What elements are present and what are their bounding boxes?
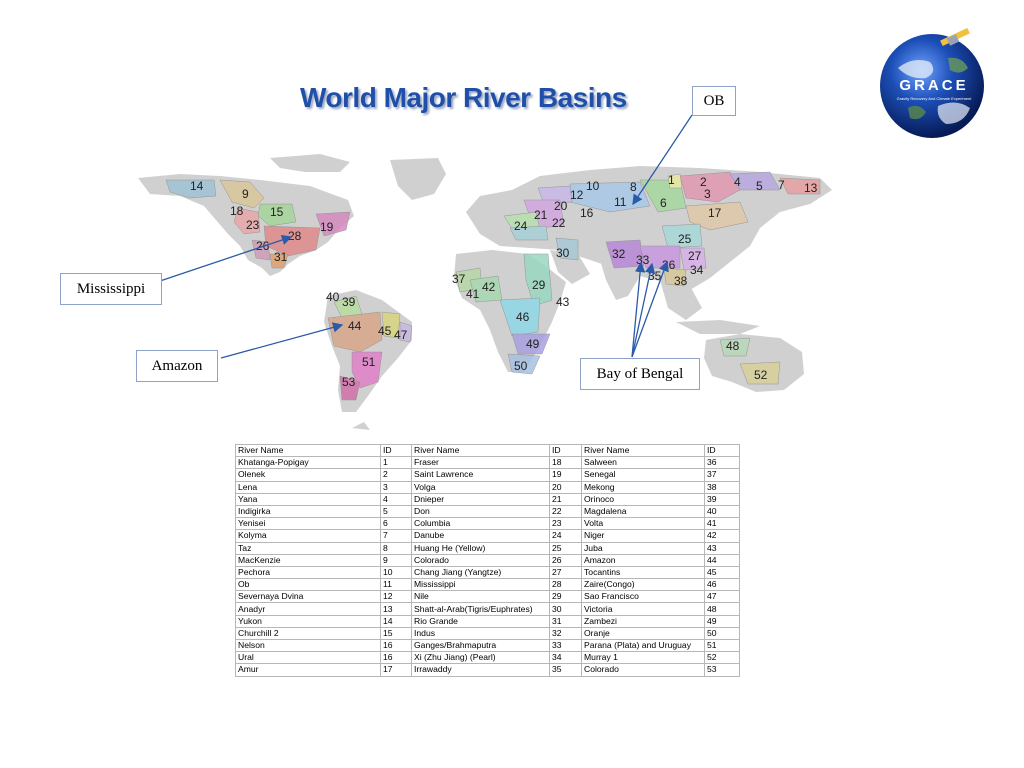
basin-label: 47 bbox=[394, 328, 408, 342]
river-id-cell: 28 bbox=[550, 579, 582, 591]
river-name-cell: Ob bbox=[236, 579, 381, 591]
basin-label: 24 bbox=[514, 219, 528, 233]
basin-label: 45 bbox=[378, 324, 392, 338]
table-row bbox=[236, 652, 740, 664]
basin-label: 26 bbox=[256, 239, 270, 253]
river-id-cell: 44 bbox=[705, 554, 740, 566]
river-name-cell: Colorado bbox=[582, 664, 705, 676]
basin-label: 25 bbox=[678, 232, 692, 246]
river-name-cell: Chang Jiang (Yangtze) bbox=[412, 566, 550, 578]
river-name-cell: Juba bbox=[582, 542, 705, 554]
table-header-row bbox=[236, 445, 740, 457]
river-name-cell: Salween bbox=[582, 457, 705, 469]
river-name-cell: Orinoco bbox=[582, 493, 705, 505]
basin-label: 42 bbox=[482, 280, 496, 294]
river-name-cell: Niger bbox=[582, 530, 705, 542]
basin-label: 49 bbox=[526, 337, 540, 351]
river-name-cell: Khatanga-Popigay bbox=[236, 457, 381, 469]
table-row bbox=[236, 469, 740, 481]
river-name-cell: Amazon bbox=[582, 554, 705, 566]
river-id-cell: 36 bbox=[705, 457, 740, 469]
river-name-cell: Senegal bbox=[582, 469, 705, 481]
column-header: River Name bbox=[412, 445, 550, 457]
basin-label: 6 bbox=[660, 196, 667, 210]
river-id-cell: 32 bbox=[550, 627, 582, 639]
river-id-cell: 37 bbox=[705, 469, 740, 481]
river-id-cell: 16 bbox=[381, 652, 412, 664]
basin-label: 13 bbox=[804, 181, 818, 195]
river-id-cell: 33 bbox=[550, 640, 582, 652]
river-id-cell: 5 bbox=[381, 505, 412, 517]
basin-label: 28 bbox=[288, 229, 302, 243]
river-id-cell: 34 bbox=[550, 652, 582, 664]
river-name-cell: Don bbox=[412, 505, 550, 517]
table-row bbox=[236, 530, 740, 542]
river-id-cell: 40 bbox=[705, 505, 740, 517]
river-name-cell: Kolyma bbox=[236, 530, 381, 542]
river-name-cell: Murray 1 bbox=[582, 652, 705, 664]
basin-label: 11 bbox=[614, 195, 627, 209]
river-id-cell: 35 bbox=[550, 664, 582, 676]
basin-label: 44 bbox=[348, 319, 362, 333]
table-body bbox=[236, 457, 740, 676]
river-id-cell: 23 bbox=[550, 518, 582, 530]
river-name-cell: Yana bbox=[236, 493, 381, 505]
river-id-cell: 30 bbox=[550, 603, 582, 615]
basin-label: 37 bbox=[452, 272, 466, 286]
river-name-cell: Victoria bbox=[582, 603, 705, 615]
basin-label: 53 bbox=[342, 375, 356, 389]
river-id-cell: 22 bbox=[550, 505, 582, 517]
river-id-cell: 31 bbox=[550, 615, 582, 627]
basin-label: 4 bbox=[734, 175, 741, 189]
basin-label: 20 bbox=[554, 199, 568, 213]
column-header: ID bbox=[381, 445, 412, 457]
river-id-cell: 29 bbox=[550, 591, 582, 603]
river-id-cell: 24 bbox=[550, 530, 582, 542]
basin-label: 36 bbox=[662, 258, 676, 272]
table-row bbox=[236, 505, 740, 517]
river-name-cell: Mekong bbox=[582, 481, 705, 493]
river-name-cell: Severnaya Dvina bbox=[236, 591, 381, 603]
table-row bbox=[236, 603, 740, 615]
basin-label: 34 bbox=[690, 263, 704, 277]
basin-label: 50 bbox=[514, 359, 528, 373]
basin-label: 1 bbox=[668, 173, 675, 187]
basin-label: 30 bbox=[556, 246, 570, 260]
river-id-cell: 46 bbox=[705, 579, 740, 591]
basin-label: 43 bbox=[556, 295, 570, 309]
river-id-cell: 41 bbox=[705, 518, 740, 530]
river-id-cell: 51 bbox=[705, 640, 740, 652]
river-name-cell: Anadyr bbox=[236, 603, 381, 615]
river-name-cell: Dnieper bbox=[412, 493, 550, 505]
basin-label: 12 bbox=[570, 188, 584, 202]
river-name-cell: MacKenzie bbox=[236, 554, 381, 566]
river-name-cell: Tocantins bbox=[582, 566, 705, 578]
river-id-cell: 45 bbox=[705, 566, 740, 578]
river-name-cell: Danube bbox=[412, 530, 550, 542]
basin-label: 22 bbox=[552, 216, 566, 230]
basin-label: 5 bbox=[756, 179, 763, 193]
page-title: World Major River Basins bbox=[300, 82, 627, 113]
river-name-cell: Saint Lawrence bbox=[412, 469, 550, 481]
river-id-cell: 1 bbox=[381, 457, 412, 469]
river-name-cell: Zaire(Congo) bbox=[582, 579, 705, 591]
greenland bbox=[390, 158, 446, 200]
grace-logo bbox=[878, 28, 990, 140]
table-row bbox=[236, 579, 740, 591]
river-id-cell: 27 bbox=[550, 566, 582, 578]
river-id-cell: 9 bbox=[381, 554, 412, 566]
river-id-cell: 39 bbox=[705, 493, 740, 505]
basin-label: 8 bbox=[630, 180, 637, 194]
basin-label: 23 bbox=[246, 218, 260, 232]
column-header: River Name bbox=[236, 445, 381, 457]
table-row bbox=[236, 566, 740, 578]
column-header: River Name bbox=[582, 445, 705, 457]
table-row bbox=[236, 591, 740, 603]
basin-label: 48 bbox=[726, 339, 740, 353]
river-id-cell: 18 bbox=[550, 457, 582, 469]
table-row bbox=[236, 640, 740, 652]
basin-label: 18 bbox=[230, 204, 244, 218]
river-name-cell: Xi (Zhu Jiang) (Pearl) bbox=[412, 652, 550, 664]
basin-label: 33 bbox=[636, 253, 650, 267]
river-name-cell: Taz bbox=[236, 542, 381, 554]
river-name-cell: Fraser bbox=[412, 457, 550, 469]
table-row bbox=[236, 493, 740, 505]
river-name-cell: Rio Grande bbox=[412, 615, 550, 627]
river-id-cell: 50 bbox=[705, 627, 740, 639]
basin-label: 40 bbox=[326, 290, 340, 304]
river-name-cell: Columbia bbox=[412, 518, 550, 530]
river-name-cell: Indus bbox=[412, 627, 550, 639]
river-id-cell: 53 bbox=[705, 664, 740, 676]
river-name-cell: Olenek bbox=[236, 469, 381, 481]
river-id-cell: 17 bbox=[381, 664, 412, 676]
river-id-cell: 49 bbox=[705, 615, 740, 627]
basin-label: 31 bbox=[274, 250, 288, 264]
river-name-cell: Colorado bbox=[412, 554, 550, 566]
river-id-cell: 16 bbox=[381, 640, 412, 652]
bay-of-bengal-callout: Bay of Bengal bbox=[580, 358, 700, 390]
river-name-cell: Ganges/Brahmaputra bbox=[412, 640, 550, 652]
table-row bbox=[236, 627, 740, 639]
river-name-cell: Indigirka bbox=[236, 505, 381, 517]
river-name-cell: Shatt-al-Arab(Tigris/Euphrates) bbox=[412, 603, 550, 615]
basin-label: 2 bbox=[700, 175, 707, 189]
basin-label: 46 bbox=[516, 310, 530, 324]
basin-label: 52 bbox=[754, 368, 768, 382]
river-id-cell: 20 bbox=[550, 481, 582, 493]
river-id-cell: 3 bbox=[381, 481, 412, 493]
column-header: ID bbox=[705, 445, 740, 457]
river-id-cell: 10 bbox=[381, 566, 412, 578]
basin-label: 10 bbox=[586, 179, 600, 193]
river-id-cell: 7 bbox=[381, 530, 412, 542]
river-id-cell: 2 bbox=[381, 469, 412, 481]
river-id-cell: 8 bbox=[381, 542, 412, 554]
table-row bbox=[236, 615, 740, 627]
basin-label: 51 bbox=[362, 355, 376, 369]
river-id-cell: 14 bbox=[381, 615, 412, 627]
column-header: ID bbox=[550, 445, 582, 457]
basin-label: 41 bbox=[466, 287, 480, 301]
basin-label: 7 bbox=[778, 178, 785, 192]
river-id-cell: 52 bbox=[705, 652, 740, 664]
basin-label: 15 bbox=[270, 205, 284, 219]
basin-label: 19 bbox=[320, 220, 334, 234]
river-id-cell: 13 bbox=[381, 603, 412, 615]
river-id-cell: 6 bbox=[381, 518, 412, 530]
river-name-cell: Irrawaddy bbox=[412, 664, 550, 676]
basin-label: 29 bbox=[532, 278, 546, 292]
river-name-cell: Mississippi bbox=[412, 579, 550, 591]
basin-label: 9 bbox=[242, 187, 249, 201]
river-id-cell: 48 bbox=[705, 603, 740, 615]
river-name-cell: Volta bbox=[582, 518, 705, 530]
river-id-cell: 12 bbox=[381, 591, 412, 603]
logo-text: GRACE bbox=[899, 77, 969, 94]
basin-label: 27 bbox=[688, 249, 702, 263]
river-name-cell: Ural bbox=[236, 652, 381, 664]
river-name-cell: Sao Francisco bbox=[582, 591, 705, 603]
river-name-cell: Yenisei bbox=[236, 518, 381, 530]
river-name-cell: Oranje bbox=[582, 627, 705, 639]
river-id-cell: 11 bbox=[381, 579, 412, 591]
river-name-cell: Volga bbox=[412, 481, 550, 493]
river-name-cell: Yukon bbox=[236, 615, 381, 627]
river-id-cell: 38 bbox=[705, 481, 740, 493]
river-name-cell: Zambezi bbox=[582, 615, 705, 627]
amazon-callout: Amazon bbox=[136, 350, 218, 382]
basin-label: 16 bbox=[580, 206, 594, 220]
basin-label: 3 bbox=[704, 187, 711, 201]
mississippi-callout: Mississippi bbox=[60, 273, 162, 305]
river-name-cell: Nile bbox=[412, 591, 550, 603]
river-name-cell: Parana (Plata) and Uruguay bbox=[582, 640, 705, 652]
basin-label: 32 bbox=[612, 247, 626, 261]
river-id-cell: 4 bbox=[381, 493, 412, 505]
river-name-cell: Amur bbox=[236, 664, 381, 676]
basin-label: 39 bbox=[342, 295, 356, 309]
river-table bbox=[235, 444, 740, 677]
river-id-cell: 42 bbox=[705, 530, 740, 542]
river-name-cell: Churchill 2 bbox=[236, 627, 381, 639]
basin-label: 21 bbox=[534, 208, 548, 222]
world-map bbox=[120, 150, 840, 430]
table-row bbox=[236, 554, 740, 566]
table-row bbox=[236, 481, 740, 493]
river-name-cell: Pechora bbox=[236, 566, 381, 578]
basin-label: 14 bbox=[190, 179, 204, 193]
ob-callout: OB bbox=[692, 86, 736, 116]
basin-label: 17 bbox=[708, 206, 722, 220]
table-row bbox=[236, 664, 740, 676]
river-id-cell: 26 bbox=[550, 554, 582, 566]
river-name-cell: Lena bbox=[236, 481, 381, 493]
river-name-cell: Nelson bbox=[236, 640, 381, 652]
basin-label: 35 bbox=[648, 269, 662, 283]
river-id-cell: 15 bbox=[381, 627, 412, 639]
river-id-cell: 47 bbox=[705, 591, 740, 603]
basin-label: 38 bbox=[674, 274, 688, 288]
river-id-cell: 21 bbox=[550, 493, 582, 505]
table-row bbox=[236, 542, 740, 554]
river-name-cell: Magdalena bbox=[582, 505, 705, 517]
logo-subtitle: Gravity Recovery And Climate Experiment bbox=[896, 96, 972, 101]
table-row bbox=[236, 518, 740, 530]
river-id-cell: 19 bbox=[550, 469, 582, 481]
river-name-cell: Huang He (Yellow) bbox=[412, 542, 550, 554]
river-id-cell: 25 bbox=[550, 542, 582, 554]
river-id-cell: 43 bbox=[705, 542, 740, 554]
table-row bbox=[236, 457, 740, 469]
